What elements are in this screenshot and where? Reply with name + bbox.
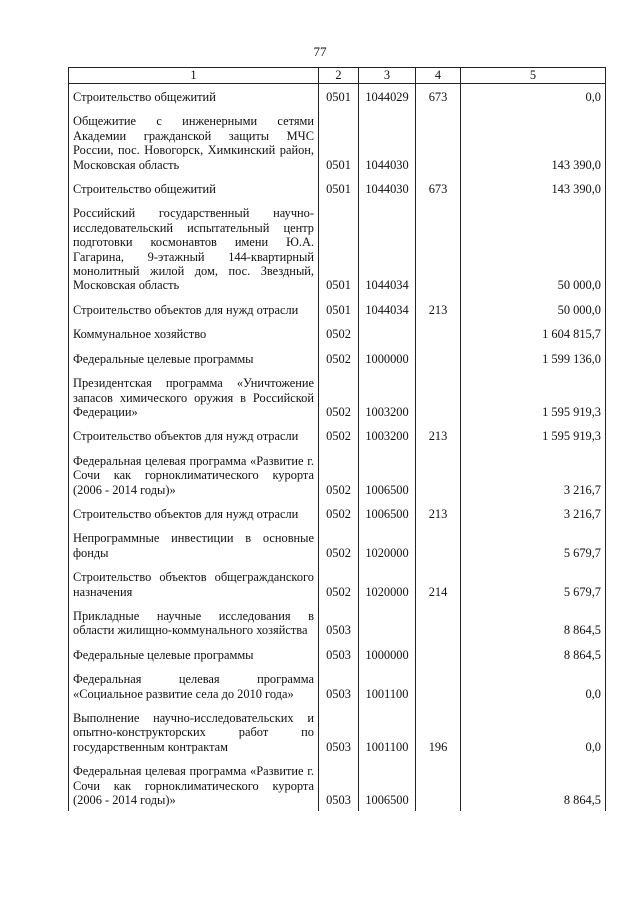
table-row — [69, 501, 606, 525]
row-target-cell: 1044034 — [359, 297, 416, 321]
row-target-cell: 1006500 — [359, 448, 416, 501]
row-name-cell: Федеральная целевая программа «Развитие г. Сочи как горноклиматического курорта (2006 - 2014 годы)» — [69, 448, 319, 501]
row-name-cell: Строительство объектов для нужд отрасли — [69, 423, 319, 447]
row-target-cell: 1044030 — [359, 176, 416, 200]
table-row — [69, 564, 606, 603]
row-section-cell: 0502 — [319, 525, 359, 564]
budget-table — [68, 67, 606, 811]
row-target-cell: 1000000 — [359, 642, 416, 666]
row-section-cell: 0503 — [319, 666, 359, 705]
table-body — [69, 84, 606, 812]
column-header-section: 2 — [319, 68, 359, 84]
row-name-cell: Российский государственный научно-исследовательский испытательный центр подготовки космонавтов имени Ю.А. Гагарина, 9-этажный 144-квартирный монолитный жилой дом, пос. Звездный, Московская область — [69, 200, 319, 296]
row-section-cell: 0503 — [319, 642, 359, 666]
row-target-cell: 1020000 — [359, 564, 416, 603]
row-type-cell — [416, 448, 461, 501]
row-target-cell — [359, 321, 416, 345]
row-type-cell: 196 — [416, 705, 461, 758]
row-type-cell: 213 — [416, 501, 461, 525]
row-amount-cell: 1 599 136,0 — [461, 346, 606, 370]
table-row — [69, 423, 606, 447]
column-header-amount: 5 — [461, 68, 606, 84]
table-row — [69, 448, 606, 501]
row-section-cell: 0501 — [319, 176, 359, 200]
row-section-cell: 0502 — [319, 370, 359, 423]
row-section-cell: 0502 — [319, 448, 359, 501]
row-amount-cell: 3 216,7 — [461, 448, 606, 501]
table-row — [69, 758, 606, 811]
table-row — [69, 603, 606, 642]
row-amount-cell: 0,0 — [461, 666, 606, 705]
table-row — [69, 705, 606, 758]
row-amount-cell: 143 390,0 — [461, 176, 606, 200]
row-target-cell: 1006500 — [359, 758, 416, 811]
row-type-cell: 213 — [416, 423, 461, 447]
row-target-cell: 1001100 — [359, 666, 416, 705]
row-type-cell: 673 — [416, 176, 461, 200]
row-section-cell: 0502 — [319, 423, 359, 447]
row-name-cell: Строительство общежитий — [69, 84, 319, 109]
row-amount-cell: 8 864,5 — [461, 758, 606, 811]
page-number: 77 — [313, 44, 327, 59]
row-name-cell: Прикладные научные исследования в области жилищно-коммунального хозяйства — [69, 603, 319, 642]
row-name-cell: Федеральная целевая программа «Развитие г. Сочи как горноклиматического курорта (2006 - 2014 годы)» — [69, 758, 319, 811]
row-type-cell: 673 — [416, 84, 461, 109]
row-type-cell: 214 — [416, 564, 461, 603]
row-amount-cell: 3 216,7 — [461, 501, 606, 525]
row-target-cell: 1006500 — [359, 501, 416, 525]
row-amount-cell: 8 864,5 — [461, 603, 606, 642]
row-section-cell: 0502 — [319, 501, 359, 525]
table-header — [69, 68, 606, 84]
table-row — [69, 525, 606, 564]
row-name-cell: Строительство объектов для нужд отрасли — [69, 297, 319, 321]
row-type-cell — [416, 666, 461, 705]
row-amount-cell: 8 864,5 — [461, 642, 606, 666]
row-section-cell: 0501 — [319, 200, 359, 296]
row-target-cell: 1001100 — [359, 705, 416, 758]
row-type-cell — [416, 346, 461, 370]
header-row — [69, 68, 606, 84]
row-amount-cell: 143 390,0 — [461, 108, 606, 176]
row-name-cell: Президентская программа «Уничтожение запасов химического оружия в Российской Федерации» — [69, 370, 319, 423]
row-section-cell: 0501 — [319, 297, 359, 321]
table-row — [69, 346, 606, 370]
row-type-cell — [416, 321, 461, 345]
row-target-cell: 1044034 — [359, 200, 416, 296]
row-type-cell — [416, 108, 461, 176]
row-name-cell: Коммунальное хозяйство — [69, 321, 319, 345]
table-row — [69, 176, 606, 200]
row-amount-cell: 1 604 815,7 — [461, 321, 606, 345]
row-target-cell: 1003200 — [359, 370, 416, 423]
row-name-cell: Федеральная целевая программа «Социальное развитие села до 2010 года» — [69, 666, 319, 705]
row-amount-cell: 50 000,0 — [461, 200, 606, 296]
row-name-cell: Строительство общежитий — [69, 176, 319, 200]
table-row — [69, 84, 606, 109]
row-type-cell — [416, 525, 461, 564]
table-row — [69, 108, 606, 176]
row-amount-cell: 5 679,7 — [461, 564, 606, 603]
row-amount-cell: 50 000,0 — [461, 297, 606, 321]
row-type-cell: 213 — [416, 297, 461, 321]
row-amount-cell: 1 595 919,3 — [461, 370, 606, 423]
row-type-cell — [416, 642, 461, 666]
row-name-cell: Строительство объектов для нужд отрасли — [69, 501, 319, 525]
row-type-cell — [416, 758, 461, 811]
row-type-cell — [416, 200, 461, 296]
row-section-cell: 0503 — [319, 758, 359, 811]
row-name-cell: Строительство объектов общегражданского назначения — [69, 564, 319, 603]
row-target-cell: 1044029 — [359, 84, 416, 109]
row-target-cell: 1020000 — [359, 525, 416, 564]
table-row — [69, 321, 606, 345]
row-amount-cell: 0,0 — [461, 705, 606, 758]
row-amount-cell: 1 595 919,3 — [461, 423, 606, 447]
table-row — [69, 642, 606, 666]
row-amount-cell: 5 679,7 — [461, 525, 606, 564]
row-target-cell: 1000000 — [359, 346, 416, 370]
row-name-cell: Общежитие с инженерными сетями Академии гражданской защиты МЧС России, пос. Новогорск, Химкинский район, Московская область — [69, 108, 319, 176]
row-section-cell: 0502 — [319, 564, 359, 603]
row-name-cell: Федеральные целевые программы — [69, 642, 319, 666]
table-row — [69, 297, 606, 321]
row-section-cell: 0501 — [319, 84, 359, 109]
row-name-cell: Непрограммные инвестиции в основные фонды — [69, 525, 319, 564]
row-section-cell: 0503 — [319, 603, 359, 642]
row-type-cell — [416, 370, 461, 423]
row-target-cell: 1003200 — [359, 423, 416, 447]
row-section-cell: 0502 — [319, 321, 359, 345]
row-name-cell: Федеральные целевые программы — [69, 346, 319, 370]
row-section-cell: 0503 — [319, 705, 359, 758]
row-section-cell: 0502 — [319, 346, 359, 370]
column-header-type: 4 — [416, 68, 461, 84]
column-header-name: 1 — [69, 68, 319, 84]
row-amount-cell: 0,0 — [461, 84, 606, 109]
row-target-cell: 1044030 — [359, 108, 416, 176]
column-header-target: 3 — [359, 68, 416, 84]
table-row — [69, 370, 606, 423]
table-row — [69, 666, 606, 705]
row-type-cell — [416, 603, 461, 642]
row-section-cell: 0501 — [319, 108, 359, 176]
table-row — [69, 200, 606, 296]
row-name-cell: Выполнение научно-исследовательских и опытно-конструкторских работ по государственным контрактам — [69, 705, 319, 758]
row-target-cell — [359, 603, 416, 642]
